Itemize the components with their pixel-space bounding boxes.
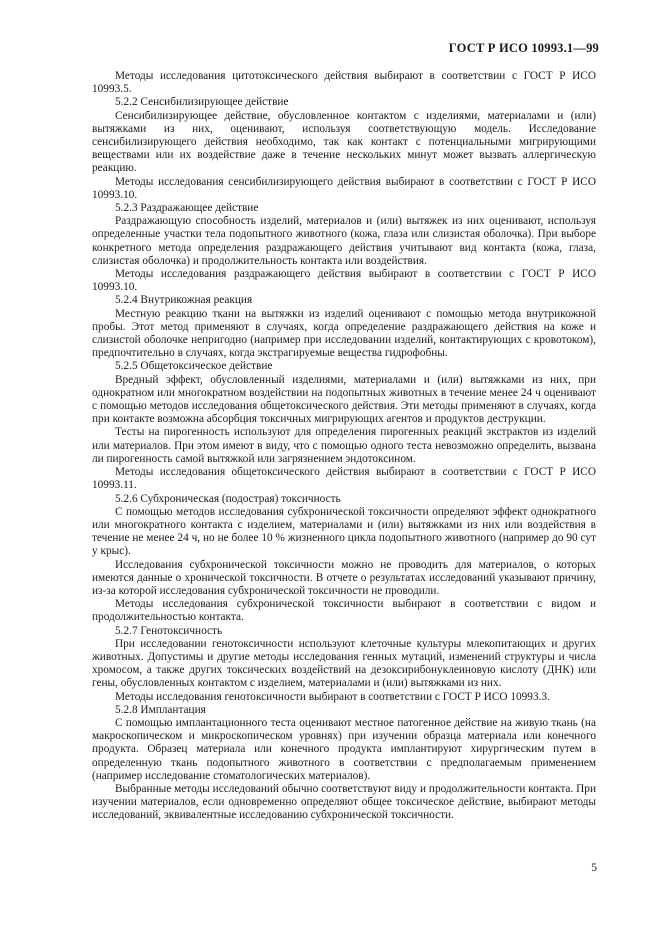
paragraph: Методы исследования раздражающего действия выбирают в соответствии с ГОСТ Р ИСО 10993.10.: [92, 268, 596, 294]
paragraph: При исследовании генотоксичности используют клеточные культуры млекопитающих и других животных. Допустимы и другие методы исследования генных мутаций, изменений структуры и числа хромосом, а также других токсических воздействий на дезоксирибонуклеиновую кислоту (ДНК) или гены, обусловленных контактом с изделием, материалами и (или) вытяжками из них.: [92, 637, 596, 690]
section-heading-5-2-7: 5.2.7 Генотоксичность: [115, 624, 223, 637]
paragraph: Методы исследования сенсибилизирующего действия выбирают в соответствии с ГОСТ Р ИСО 10993.10.: [92, 175, 596, 201]
section-heading-5-2-6: 5.2.6 Субхроническая (подострая) токсичность: [115, 492, 341, 505]
section-heading-5-2-3: 5.2.3 Раздражающее действие: [115, 202, 259, 215]
section-heading-5-2-2: 5.2.2 Сенсибилизирующее действие: [115, 96, 289, 109]
paragraph: Местную реакцию ткани на вытяжки из изделий оценивают с помощью метода внутрикожной пробы. Этот метод применяют в случаях, когда определение раздражающего действия на коже и слизистой оболочке непригодно (например при исследовании изделий, контактирующих с кровотоком), предпочтительно в случаях, когда экстрагируемые вещества гидрофобны.: [92, 307, 596, 360]
paragraph: Сенсибилизирующее действие, обусловленное контактом с изделиями, материалами и (или) вытяжками из них, оценивают, используя соответствующую модель. Исследование сенсибилизирующего действия необходимо, так как контакт с потенциальными мигрирующими веществами или их воздействие даже в течение нескольких минут может вызвать аллергическую реакцию.: [92, 109, 596, 175]
page-number: 5: [591, 862, 597, 874]
paragraph: Методы исследования генотоксичности выбирают в соответствии с ГОСТ Р ИСО 10993.3.: [115, 690, 550, 703]
paragraph: Раздражающую способность изделий, материалов и (или) вытяжек из них оценивают, используя определенные участки тела подопытного животного (кожа, глаза или слизистая оболочка). При выборе конкретного метода определения раздражающего действия учитывают вид контакта (кожа, глаза, слизистая оболочка) и продолжительность контакта или воздействия.: [92, 215, 596, 267]
section-heading-5-2-4: 5.2.4 Внутрикожная реакция: [115, 294, 253, 307]
paragraph: Вредный эффект, обусловленный изделиями, материалами и (или) вытяжками из них, при однократном или многократном воздействии на подопытных животных в течение менее 24 ч оценивают с помощью методов исследования общетоксического действия. Эти методы применяют в случаях, когда при контакте возможна абсорбция токсичных мигрирующих агентов и продуктов деструкции.: [92, 373, 596, 426]
paragraph: Методы исследования цитотоксического действия выбирают в соответствии с ГОСТ Р ИСО 10993.5.: [92, 70, 596, 96]
section-heading-5-2-8: 5.2.8 Имплантация: [115, 703, 206, 716]
paragraph: Тесты на пирогенность используют для определения пирогенных реакций экстрактов из изделий или материалов. При этом имеют в виду, что с помощью одного теста невозможно определить, вызвана ли пирогенность самой вытяжкой или загрязнением эндотоксином.: [92, 426, 596, 465]
paragraph: Методы исследования общетоксического действия выбирают в соответствии с ГОСТ Р ИСО 10993.11.: [92, 466, 596, 492]
paragraph: С помощью имплантационного теста оценивают местное патогенное действие на живую ткань (на макроскопическом и микроскопическом уровнях) при изучении образца материала или конечного продукта. Образец материала или конечного продукта имплантируют хирургическим путем в определенную ткань подопытного животного в соответствии с предполагаемым применением (например исследование стоматологических материалов).: [92, 716, 596, 782]
document-code-header: ГОСТ Р ИСО 10993.1—99: [448, 41, 599, 55]
paragraph: Методы исследования субхронической токсичности выбирают в соответствии с видом и продолжительностью контакта.: [92, 598, 596, 624]
paragraph: Выбранные методы исследований обычно соответствуют виду и продолжительности контакта. При изучении материалов, если одновременно определяют общее токсическое действие, выбирают методы исследований, эквивалентные исследованию субхронической токсичности.: [92, 782, 596, 822]
document-body: [92, 70, 596, 823]
section-heading-5-2-5: 5.2.5 Общетоксическое действие: [115, 360, 273, 373]
paragraph: Исследования субхронической токсичности можно не проводить для материалов, о которых имеются данные о хронической токсичности. В отчете о результатах исследований указывают причину, из-за которой исследования субхронической токсичности не проводили.: [92, 558, 596, 597]
paragraph: С помощью методов исследования субхронической токсичности определяют эффект однократного или многократного контакта с изделием, материалами и (или) вытяжками из них или воздействия в течение не менее 24 ч, но не более 10 % жизненного цикла подопытного животного (например до 90 сут у крыс).: [92, 505, 596, 558]
